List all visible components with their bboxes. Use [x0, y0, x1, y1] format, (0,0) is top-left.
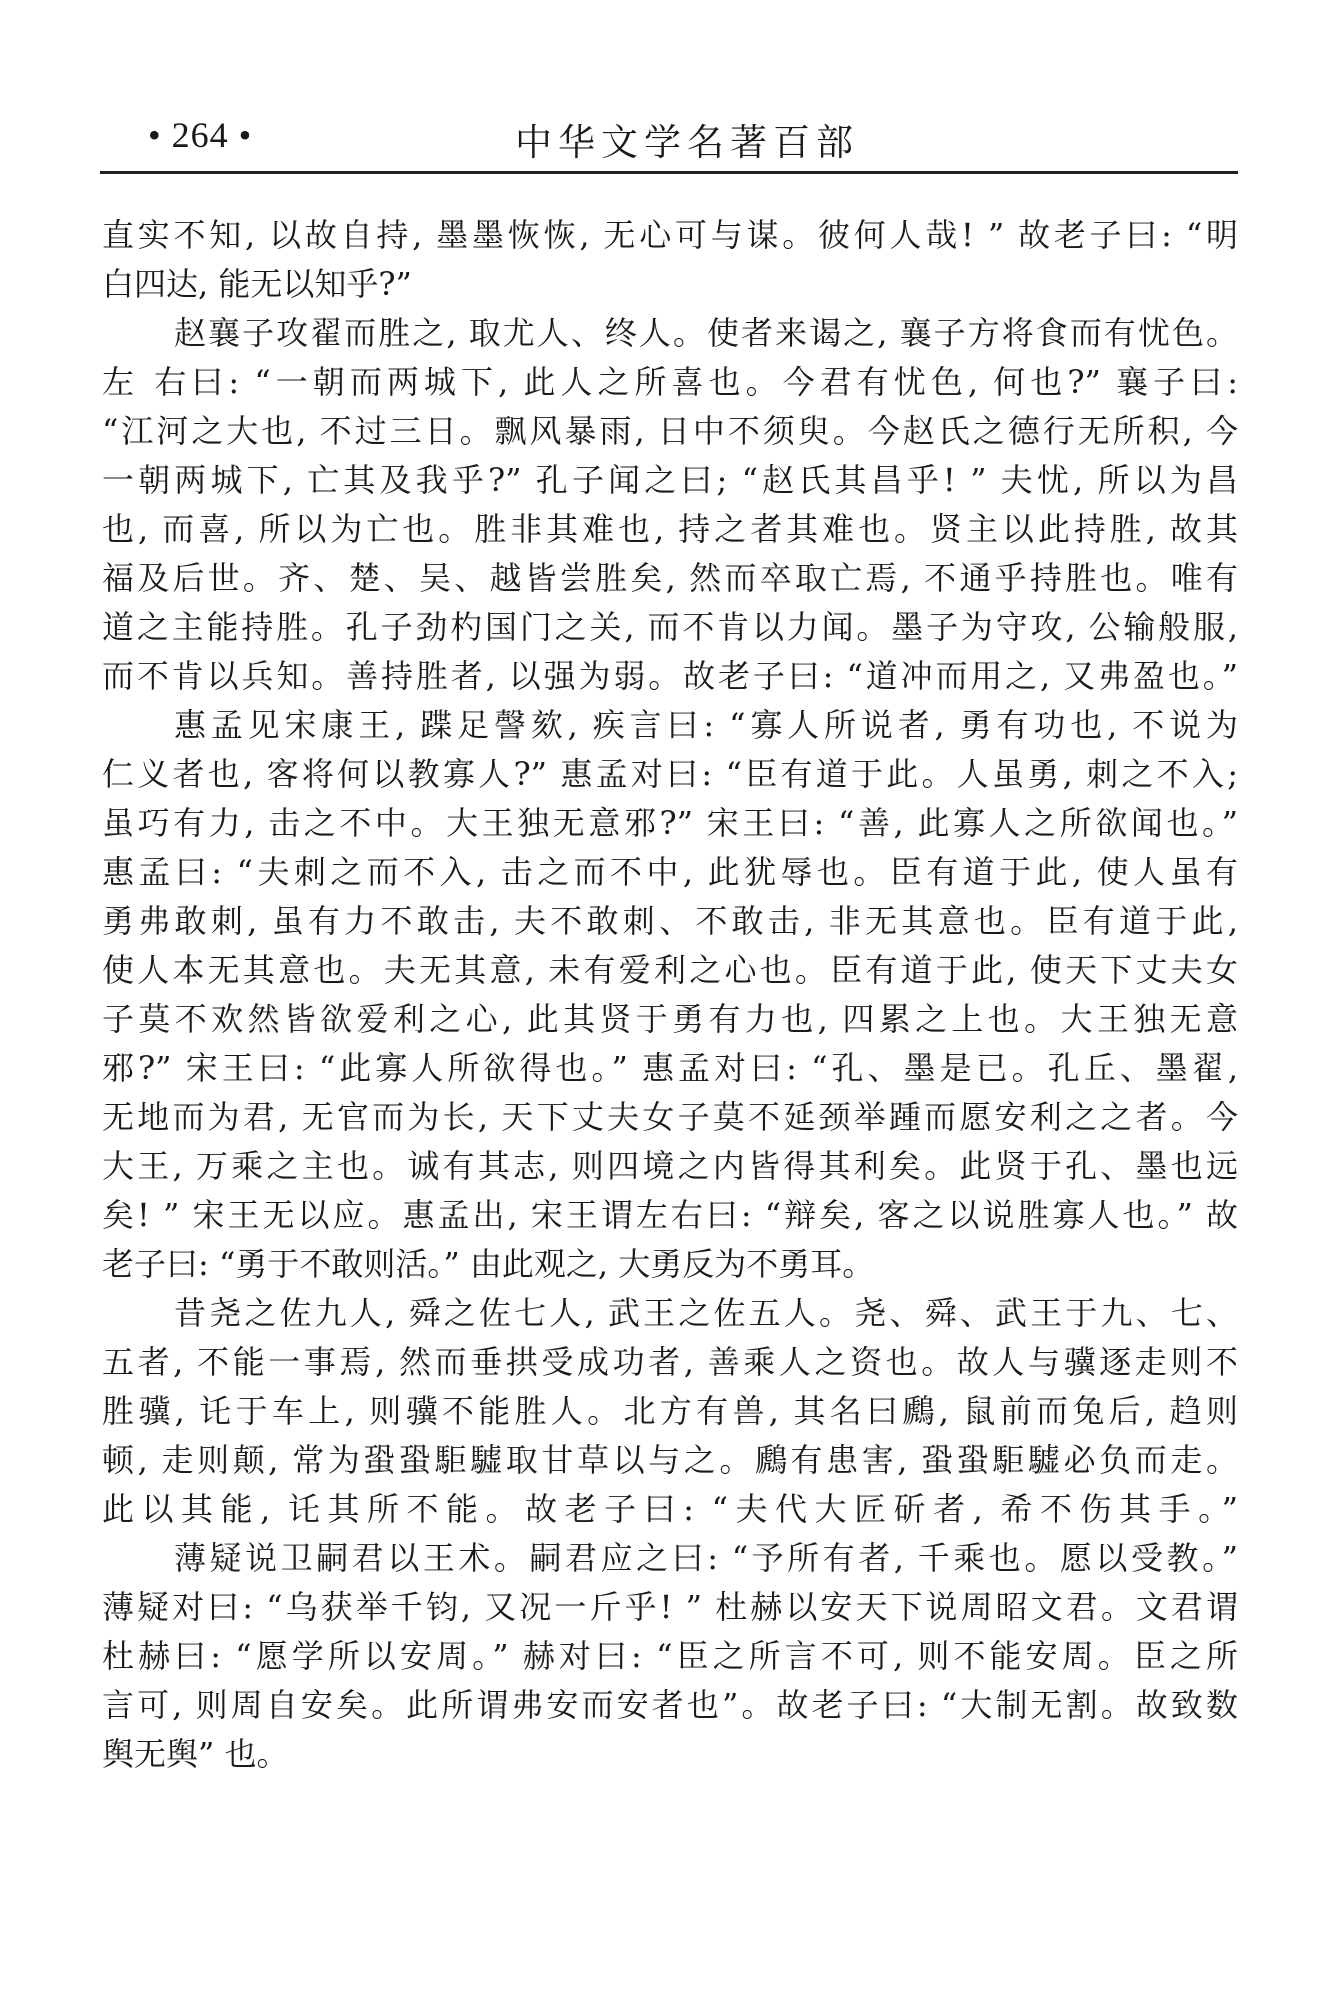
- text-line: 白四达, 能无以知乎?”: [102, 265, 412, 303]
- text-line: 福及后世。齐、楚、吴、越皆尝胜矣, 然而卒取亡焉, 不通乎持胜也。唯有: [102, 559, 1238, 597]
- text-line: 大王, 万乘之主也。诚有其志, 则四境之内皆得其利矣。此贤于孔、墨也远: [102, 1147, 1238, 1185]
- text-line: 而不肯以兵知。善持胜者, 以强为弱。故老子曰: “道冲而用之, 又弗盈也。”: [102, 657, 1238, 695]
- text-line: 老子曰: “勇于不敢则活。” 由此观之, 大勇反为不勇耳。: [102, 1245, 875, 1283]
- text-line: 薄疑对曰: “乌获举千钧, 又况一斤乎! ” 杜赫以安天下说周昭文君。文君谓: [102, 1588, 1238, 1626]
- text-line: 左 右曰: “一朝而两城下, 此人之所喜也。今君有忧色, 何也?” 襄子曰:: [102, 363, 1238, 401]
- text-line: 薄疑说卫嗣君以王术。嗣君应之曰: “予所有者, 千乘也。愿以受教。”: [174, 1539, 1238, 1577]
- text-line: 顿, 走则颠, 常为蛩蛩駏驉取甘草以与之。鷉有患害, 蛩蛩駏驉必负而走。: [102, 1441, 1238, 1479]
- book-title: 中华文学名著百部: [515, 121, 859, 164]
- text-line: 惠孟见宋康王, 蹀足謦欬, 疾言曰: “寡人所说者, 勇有功也, 不说为: [174, 706, 1238, 744]
- text-line: 言可, 则周自安矣。此所谓弗安而安者也”。故老子曰: “大制无割。故致数: [102, 1686, 1238, 1724]
- text-line: 赵襄子攻翟而胜之, 取尤人、终人。使者来谒之, 襄子方将食而有忧色。: [174, 314, 1238, 352]
- text-line: 仁义者也, 客将何以教寡人?” 惠孟对曰: “臣有道于此。人虽勇, 刺之不入;: [102, 755, 1238, 793]
- text-line: 邪?” 宋王曰: “此寡人所欲得也。” 惠孟对曰: “孔、墨是已。孔丘、墨翟,: [102, 1049, 1238, 1087]
- text-line: 五者, 不能一事焉, 然而垂拱受成功者, 善乘人之资也。故人与骥逐走则不: [102, 1343, 1238, 1381]
- text-line: 矣! ” 宋王无以应。惠孟出, 宋王谓左右曰: “辩矣, 客之以说胜寡人也。” 故: [102, 1196, 1238, 1234]
- text-line: 一朝两城下, 亡其及我乎?” 孔子闻之曰; “赵氏其昌乎! ” 夫忧, 所以为昌: [102, 461, 1238, 499]
- page-number: • 264 •: [148, 115, 253, 155]
- text-line: 勇弗敢刺, 虽有力不敢击, 夫不敢刺、不敢击, 非无其意也。臣有道于此,: [102, 902, 1238, 940]
- text-line: 杜赫曰: “愿学所以安周。” 赫对曰: “臣之所言不可, 则不能安周。臣之所: [102, 1637, 1238, 1675]
- text-line: 此以其能, 讬其所不能。故老子曰: “夫代大匠斫者, 希不伤其手。”: [102, 1490, 1238, 1528]
- header-divider: [100, 171, 1238, 174]
- text-line: 无地而为君, 无官而为长, 天下丈夫女子莫不延颈举踵而愿安利之之者。今: [102, 1098, 1238, 1136]
- text-line: 胜骥, 讬于车上, 则骥不能胜人。北方有兽, 其名曰鷉, 鼠前而兔后, 趋则: [102, 1392, 1238, 1430]
- text-line: 使人本无其意也。夫无其意, 未有爱利之心也。臣有道于此, 使天下丈夫女: [102, 951, 1238, 989]
- text-line: 舆无舆” 也。: [102, 1735, 289, 1773]
- text-line: 直实不知, 以故自持, 墨墨恢恢, 无心可与谋。彼何人哉! ” 故老子曰: “明: [102, 216, 1238, 254]
- text-line: 惠孟曰: “夫刺之而不入, 击之而不中, 此犹辱也。臣有道于此, 使人虽有: [102, 853, 1238, 891]
- text-line: 道之主能持胜。孔子劲杓国门之关, 而不肯以力闻。墨子为守攻, 公输般服,: [102, 608, 1238, 646]
- text-line: 也, 而喜, 所以为亡也。胜非其难也, 持之者其难也。贤主以此持胜, 故其: [102, 510, 1238, 548]
- text-line: “江河之大也, 不过三日。飘风暴雨, 日中不须臾。今赵氏之德行无所积, 今: [102, 412, 1238, 450]
- text-line: 子莫不欢然皆欲爱利之心, 此其贤于勇有力也, 四累之上也。大王独无意: [102, 1000, 1238, 1038]
- page-header: [100, 108, 1238, 172]
- text-line: 虽巧有力, 击之不中。大王独无意邪?” 宋王曰: “善, 此寡人之所欲闻也。”: [102, 804, 1238, 842]
- text-line: 昔尧之佐九人, 舜之佐七人, 武王之佐五人。尧、舜、武王于九、七、: [174, 1294, 1238, 1332]
